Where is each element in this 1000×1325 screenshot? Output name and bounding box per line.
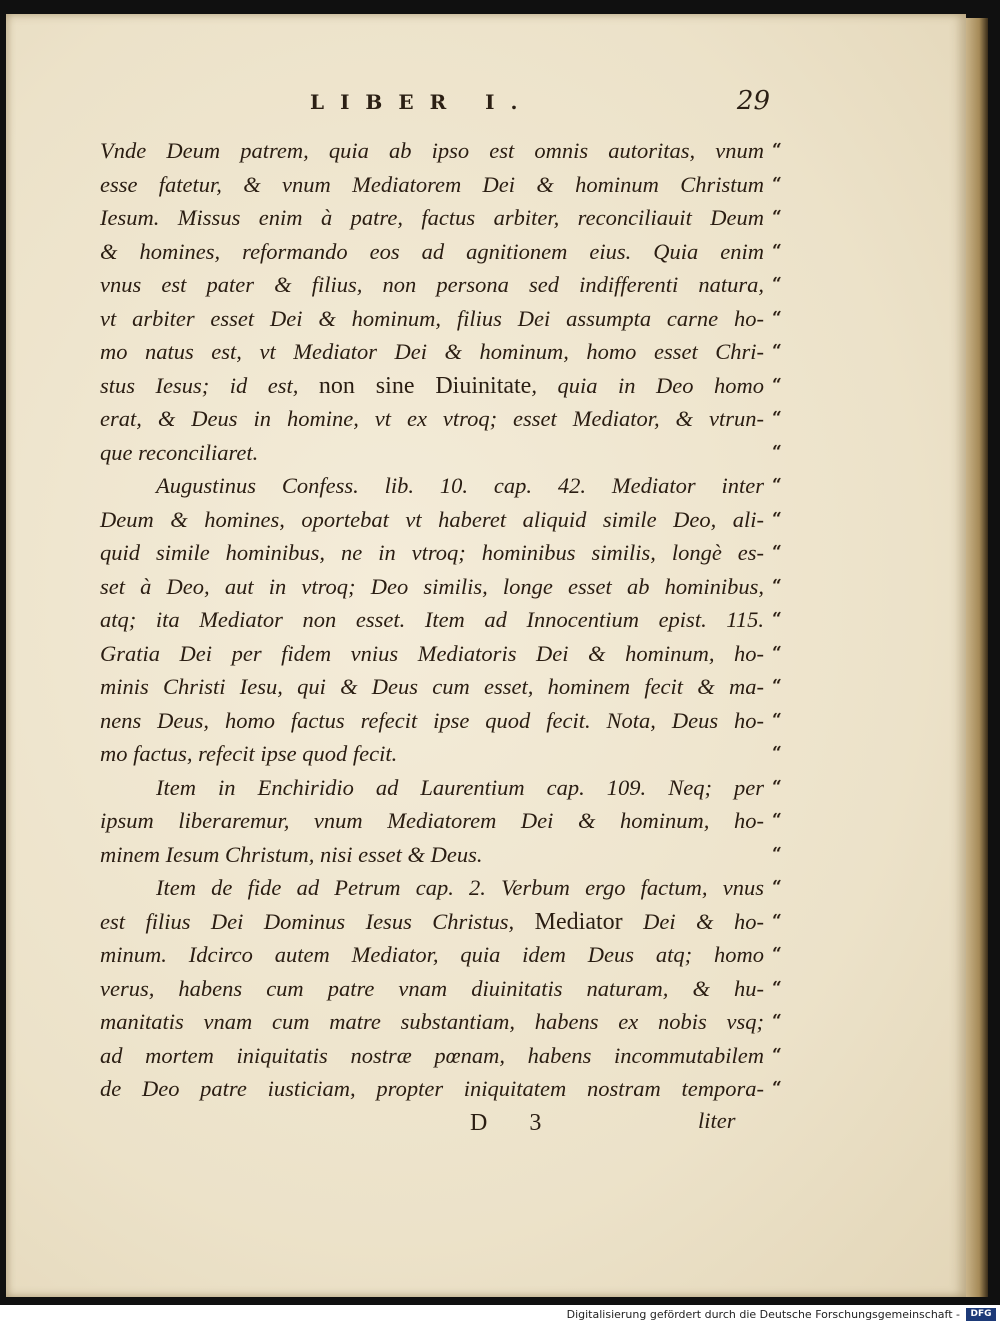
quote-mark: “: [772, 776, 782, 797]
text-fragment: est filius Dei Dominus Iesus Christus,: [100, 908, 535, 934]
text-line: Augustinus Confess. lib. 10. cap. 42. Mediator inter: [156, 473, 764, 498]
text-line: minum. Idcirco autem Mediator, quia idem Deus atq; homo: [100, 942, 764, 967]
quote-mark: “: [772, 1078, 782, 1098]
quote-mark: “: [772, 1011, 782, 1031]
quote-mark: “: [772, 843, 782, 864]
text-line-mixed: [100, 905, 764, 939]
text-line: vt arbiter esset Dei & hominum, filius Dei assumpta carne ho-: [100, 305, 764, 331]
quote-mark: “: [772, 274, 782, 294]
body-text: [100, 134, 764, 1106]
quote-mark: “: [772, 542, 782, 562]
quote-mark: “: [772, 508, 782, 529]
quote-mark: “: [772, 609, 782, 629]
quote-mark: “: [772, 810, 782, 830]
text-fragment: Dei & ho-: [622, 908, 764, 934]
text-line: Gratia Dei per fidem vnius Mediatoris Dei & hominum, ho-: [100, 640, 764, 666]
text-line: Deum & homines, oportebat vt haberet aliquid simile Deo, ali-: [100, 506, 764, 532]
quote-mark: “: [772, 743, 782, 763]
text-line: Item in Enchiridio ad Laurentium cap. 109. Neq; per: [156, 774, 764, 800]
quote-mark: “: [772, 441, 782, 462]
quote-mark: “: [772, 140, 782, 160]
quote-mark: “: [772, 475, 782, 495]
quote-mark: “: [772, 341, 782, 361]
text-line: Item de fide ad Petrum cap. 2. Verbum ergo factum, vnus: [156, 875, 764, 900]
text-line: ad mortem iniquitatis nostræ pœnam, habens incommutabilem: [100, 1042, 764, 1068]
signature-mark: D 3: [470, 1110, 560, 1136]
page-header: [200, 88, 770, 122]
quote-mark: “: [772, 207, 782, 227]
quote-mark: “: [772, 173, 782, 194]
text-line: que reconciliaret.: [100, 439, 259, 465]
text-line: Iesum. Missus enim à patre, factus arbiter, reconciliauit Deum: [100, 205, 764, 230]
text-line: manitatis vnam cum matre substantiam, habens ex nobis vsq;: [100, 1009, 764, 1034]
text-line: vnus est pater & filius, non persona sed indifferenti natura,: [100, 272, 764, 297]
page-number: 29: [736, 86, 770, 116]
running-head: LIBER I.: [310, 90, 534, 114]
quote-mark: “: [772, 910, 782, 931]
text-line: minis Christi Iesu, qui & Deus cum esset, hominem fecit & ma-: [100, 674, 764, 699]
text-line: esse fatetur, & vnum Mediatorem Dei & hominum Christum: [100, 171, 764, 197]
text-line: de Deo patre iusticiam, propter iniquitatem nostram tempora-: [100, 1076, 764, 1101]
quote-mark: “: [772, 408, 782, 428]
quote-mark: “: [772, 307, 782, 328]
quote-mark: “: [772, 374, 782, 395]
roman-phrase: non sine Diuinitate: [318, 372, 532, 399]
text-line: atq; ita Mediator non esset. Item ad Innocentium epist. 115.: [100, 607, 764, 632]
text-fragment: , quia in Deo homo: [531, 372, 764, 398]
quote-mark: “: [772, 709, 782, 730]
roman-phrase: Mediator: [534, 908, 623, 935]
quote-mark: “: [772, 977, 782, 998]
text-line: nens Deus, homo factus refecit ipse quod fecit. Nota, Deus ho-: [100, 707, 764, 733]
dfg-logo-icon: DFG: [966, 1308, 996, 1321]
quote-mark: “: [772, 877, 782, 897]
text-line: erat, & Deus in homine, vt ex vtroq; esset Mediator, & vtrun-: [100, 406, 764, 431]
text-line: ipsum liberaremur, vnum Mediatorem Dei & hominum, ho-: [100, 808, 764, 833]
digitization-footer: [0, 1305, 1000, 1325]
text-line: verus, habens cum patre vnam diuinitatis naturam, & hu-: [100, 975, 764, 1001]
text-line: Vnde Deum patrem, quia ab ipso est omnis autoritas, vnum: [100, 138, 764, 163]
text-line: quid simile hominibus, ne in vtroq; hominibus similis, longè es-: [100, 540, 764, 565]
quote-mark: “: [772, 944, 782, 964]
text-line: set à Deo, aut in vtroq; Deo similis, longe esset ab hominibus,: [100, 573, 764, 599]
quote-mark: “: [772, 240, 782, 261]
margin-quote-marks: [772, 134, 798, 1106]
catchword: liter: [698, 1108, 736, 1133]
quote-mark: “: [772, 676, 782, 696]
text-line: mo natus est, vt Mediator Dei & hominum, homo esset Chri-: [100, 339, 764, 364]
text-line: & homines, reformando eos ad agnitionem eius. Quia enim: [100, 238, 764, 264]
quote-mark: “: [772, 575, 782, 596]
quote-mark: “: [772, 642, 782, 663]
funding-credit: Digitalisierung gefördert durch die Deutsche Forschungsgemeinschaft -: [566, 1308, 960, 1321]
text-line: minem Iesum Christum, nisi esset & Deus.: [100, 841, 483, 867]
text-fragment: stus Iesus; id est,: [100, 372, 319, 398]
quote-mark: “: [772, 1044, 782, 1065]
text-line: mo factus, refecit ipse quod fecit.: [100, 741, 398, 766]
text-line-mixed: [100, 369, 764, 403]
page-edge: [966, 18, 988, 1297]
